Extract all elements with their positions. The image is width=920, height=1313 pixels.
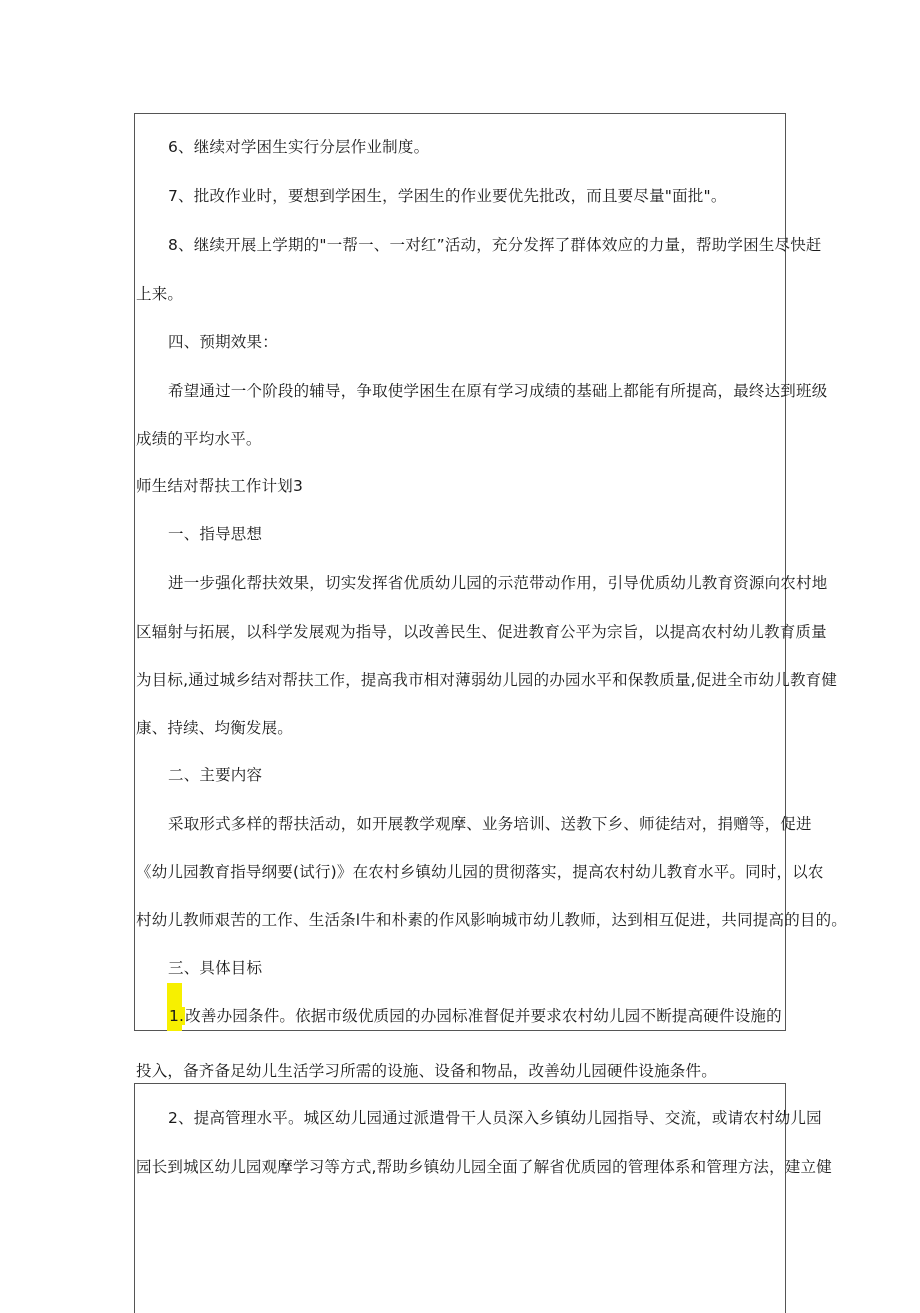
- paragraph-main-line-2: 《幼儿园教育指导纲要(试行)》在农村乡镇幼儿园的贯彻落实，提高农村幼儿教育水平。同时，以农: [136, 863, 824, 881]
- paragraph-expected-effect-cont: 成绩的平均水平。: [136, 430, 262, 448]
- paragraph-guiding-line-3: 为目标,通过城乡结对帮扶工作，提高我市相对薄弱幼儿园的办园水平和保教质量,促进全市幼儿教育健: [136, 671, 838, 689]
- section-heading-specific-goals: 三、具体目标: [168, 959, 263, 977]
- paragraph-main-line-3: 村幼儿教师艰苦的工作、生活条l牛和朴素的作风影响城市幼儿教师，达到相互促进，共同提高的目的。: [136, 911, 848, 929]
- paragraph-item-7: 7、批改作业时，要想到学困生，学困生的作业要优先批改，而且要尽量"面批"。: [168, 187, 727, 205]
- goal-number-highlight: 1.: [169, 1007, 185, 1025]
- goal-item-2-cont: 园长到城区幼儿园观摩学习等方式,帮助乡镇幼儿园全面了解省优质园的管理体系和管理方法，建立健: [136, 1158, 832, 1176]
- paragraph-main-line-1: 采取形式多样的帮扶活动，如开展教学观摩、业务培训、送教下乡、师徒结对，捐赠等，促进: [168, 815, 812, 833]
- paragraph-guiding-line-1: 进一步强化帮扶效果，切实发挥省优质幼儿园的示范带动作用，引导优质幼儿教育资源向农村地: [168, 574, 828, 592]
- document-title: 师生结对帮扶工作计划3: [136, 477, 304, 495]
- paragraph-item-8-cont: 上来。: [136, 285, 184, 303]
- goal-item-1: [136, 1005, 788, 1027]
- paragraph-expected-effect: 希望通过一个阶段的辅导，争取使学困生在原有学习成绩的基础上都能有所提高，最终达到班级: [168, 382, 828, 400]
- section-heading-main-content: 二、主要内容: [168, 766, 263, 784]
- section-heading-expected-effect: 四、预期效果：: [168, 333, 278, 351]
- paragraph-guiding-line-2: 区辐射与拓展，以科学发展观为指导，以改善民生、促进教育公平为宗旨，以提高农村幼儿教育质量: [136, 623, 827, 641]
- goal-item-1-text: 改善办园条件。依据市级优质园的办园标准督促并要求农村幼儿园不断提高硬件设施的: [185, 1007, 782, 1025]
- goal-item-1-cont: 投入，备齐备足幼儿生活学习所需的设施、设备和物品，改善幼儿园硬件设施条件。: [136, 1062, 717, 1080]
- goal-item-2: 2、提高管理水平。城区幼儿园通过派遣骨干人员深入乡镇幼儿园指导、交流，或请农村幼儿园: [168, 1109, 822, 1127]
- paragraph-item-8: 8、继续开展上学期的"一帮一、一对红”活动，充分发挥了群体效应的力量，帮助学困生尽快赶: [168, 236, 822, 254]
- section-heading-guiding-ideology: 一、指导思想: [168, 525, 263, 543]
- paragraph-guiding-line-4: 康、持续、均衡发展。: [136, 719, 294, 737]
- paragraph-item-6: 6、继续对学困生实行分层作业制度。: [168, 138, 430, 156]
